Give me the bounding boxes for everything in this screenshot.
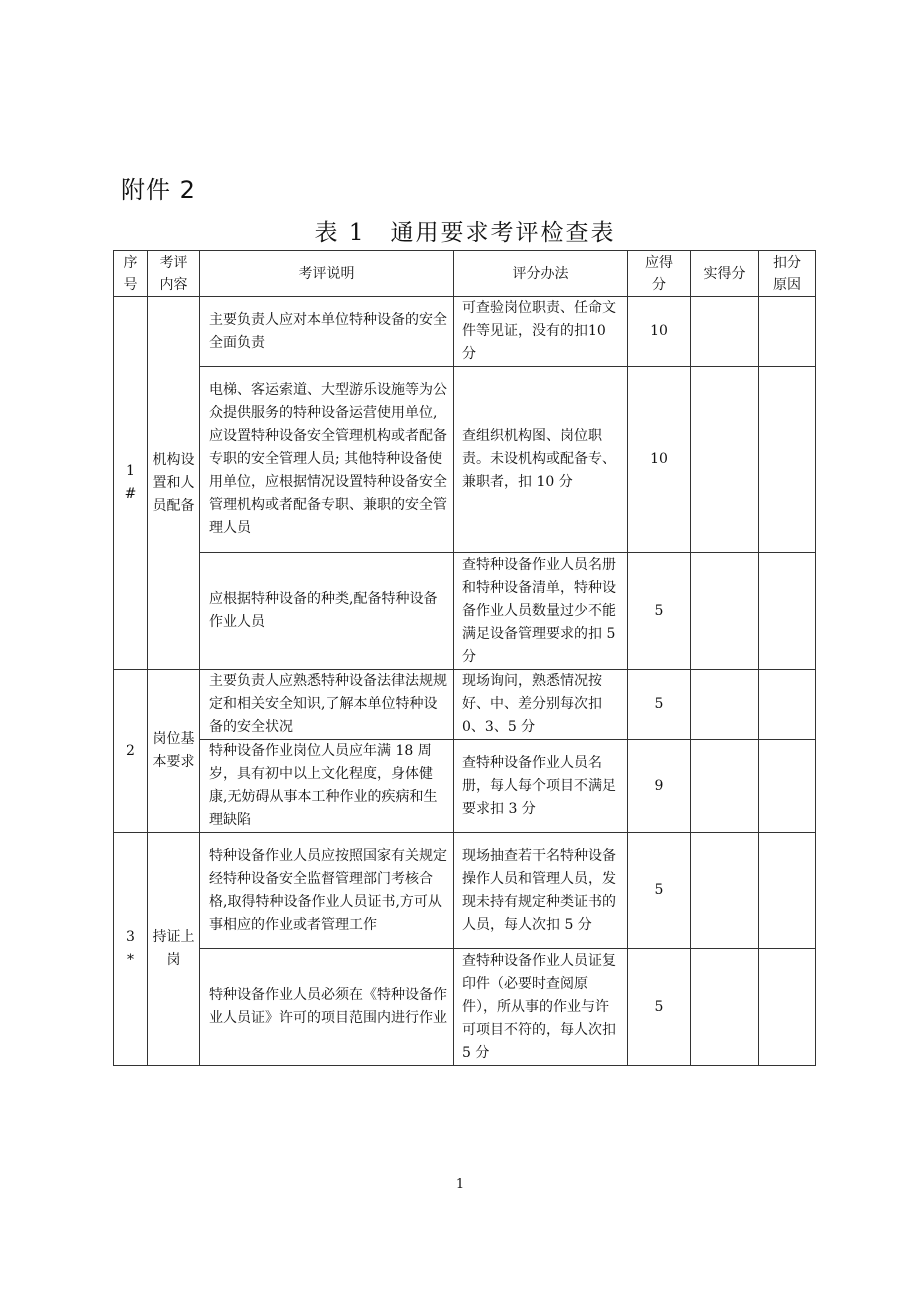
header-description: 考评说明	[200, 251, 454, 297]
max-score-cell: 5	[628, 553, 691, 670]
actual-score-cell[interactable]	[691, 297, 759, 367]
table-row	[114, 553, 816, 670]
table-row	[114, 367, 816, 553]
header-seq: 序 号	[114, 251, 148, 297]
description-cell: 主要负责人应熟悉特种设备法律法规规定和相关安全知识,了解本单位特种设备的安全状况	[200, 670, 454, 740]
description-cell: 主要负责人应对本单位特种设备的安全全面负责	[200, 297, 454, 367]
category-cell: 机构设置和人员配备	[148, 297, 200, 670]
table-body	[114, 297, 816, 1066]
table-title: 表 1 通用要求考评检查表	[314, 220, 616, 246]
seq-cell: 3 *	[114, 833, 148, 1066]
description-cell: 电梯、客运索道、大型游乐设施等为公众提供服务的特种设备运营使用单位,应设置特种设备安全管理机构或者配备专职的安全管理人员; 其他特种设备使用单位，应根据情况设置特种设备安全管理机构或者配备专职、兼职的安全管理人员	[200, 367, 454, 553]
actual-score-cell[interactable]	[691, 367, 759, 553]
max-score-cell: 10	[628, 367, 691, 553]
description-cell: 特种设备作业人员应按照国家有关规定经特种设备安全监督管理部门考核合格,取得特种设备作业人员证书,方可从事相应的作业或者管理工作	[200, 833, 454, 949]
page-number: 1	[455, 1177, 465, 1192]
max-score-cell: 5	[628, 670, 691, 740]
header-row	[114, 251, 816, 297]
table-row	[114, 297, 816, 367]
deduction-reason-cell[interactable]	[759, 367, 816, 553]
max-score-cell: 9	[628, 740, 691, 833]
header-deduction-reason: 扣分 原因	[759, 251, 816, 297]
deduction-reason-cell[interactable]	[759, 949, 816, 1066]
table-row	[114, 949, 816, 1066]
description-cell: 应根据特种设备的种类,配备特种设备作业人员	[200, 553, 454, 670]
evaluation-table	[113, 250, 816, 1066]
max-score-cell: 10	[628, 297, 691, 367]
header-actual-score: 实得分	[691, 251, 759, 297]
description-cell: 特种设备作业岗位人员应年满 18 周岁，具有初中以上文化程度，身体健康,无妨碍从事本工种作业的疾病和生理缺陷	[200, 740, 454, 833]
header-category: 考评 内容	[148, 251, 200, 297]
category-cell: 持证上岗	[148, 833, 200, 1066]
scoring-method-cell: 查特种设备作业人员名册，每人每个项目不满足要求扣 3 分	[454, 740, 628, 833]
scoring-method-cell: 查特种设备作业人员名册和特种设备清单，特种设备作业人员数量过少不能满足设备管理要求的扣 5 分	[454, 553, 628, 670]
scoring-method-cell: 查特种设备作业人员证复印件（必要时查阅原件），所从事的作业与许可项目不符的，每人次扣 5 分	[454, 949, 628, 1066]
scoring-method-cell: 查组织机构图、岗位职责。未设机构或配备专、兼职者，扣 10 分	[454, 367, 628, 553]
actual-score-cell[interactable]	[691, 553, 759, 670]
header-max-score: 应得 分	[628, 251, 691, 297]
actual-score-cell[interactable]	[691, 949, 759, 1066]
actual-score-cell[interactable]	[691, 740, 759, 833]
table-row	[114, 833, 816, 949]
deduction-reason-cell[interactable]	[759, 670, 816, 740]
deduction-reason-cell[interactable]	[759, 833, 816, 949]
scoring-method-cell: 现场抽查若干名特种设备操作人员和管理人员，发现未持有规定种类证书的人员，每人次扣 5 分	[454, 833, 628, 949]
table-row	[114, 740, 816, 833]
header-method: 评分办法	[454, 251, 628, 297]
deduction-reason-cell[interactable]	[759, 553, 816, 670]
seq-cell: 2	[114, 670, 148, 833]
actual-score-cell[interactable]	[691, 833, 759, 949]
attachment-label: 附件 2	[121, 176, 196, 204]
max-score-cell: 5	[628, 949, 691, 1066]
table-row	[114, 670, 816, 740]
scoring-method-cell: 现场询问，熟悉情况按好、中、差分别每次扣0、3、5 分	[454, 670, 628, 740]
category-cell: 岗位基本要求	[148, 670, 200, 833]
description-cell: 特种设备作业人员必须在《特种设备作业人员证》许可的项目范围内进行作业	[200, 949, 454, 1066]
scoring-method-cell: 可查验岗位职责、任命文件等见证，没有的扣10 分	[454, 297, 628, 367]
max-score-cell: 5	[628, 833, 691, 949]
deduction-reason-cell[interactable]	[759, 740, 816, 833]
seq-cell: 1 #	[114, 297, 148, 670]
actual-score-cell[interactable]	[691, 670, 759, 740]
deduction-reason-cell[interactable]	[759, 297, 816, 367]
